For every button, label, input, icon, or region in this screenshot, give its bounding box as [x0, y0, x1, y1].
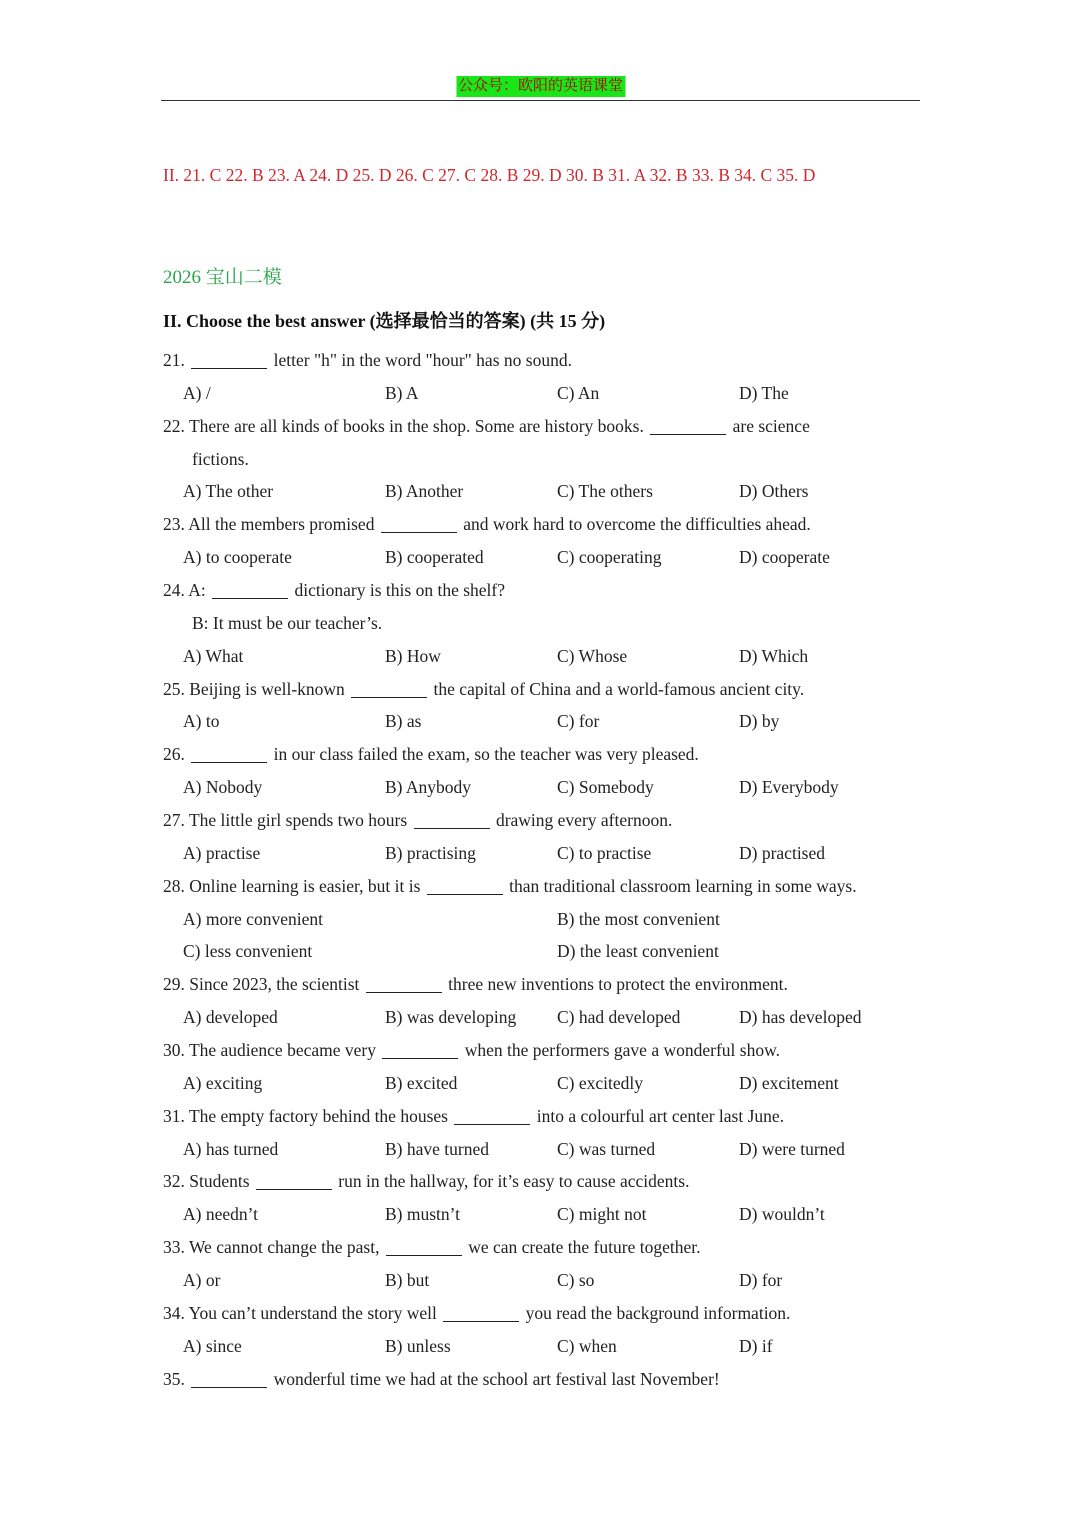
- header-rule: [161, 100, 920, 101]
- question-text: The empty factory behind the houses: [188, 1105, 448, 1126]
- question-number: 35.: [163, 1368, 185, 1389]
- question-text: into a colourful art center last June.: [536, 1105, 785, 1126]
- question-number: 22.: [163, 415, 185, 436]
- answer-option[interactable]: D) wouldn’t: [739, 1204, 825, 1225]
- part-heading: II. Choose the best answer (选择最恰当的答案) (共 15 分): [163, 311, 606, 331]
- answer-option[interactable]: A) since: [183, 1335, 242, 1356]
- question-number: 23.: [163, 514, 185, 535]
- answer-option[interactable]: C) had developed: [557, 1007, 681, 1028]
- question-text: run in the hallway, for it’s easy to cause accidents.: [338, 1171, 690, 1192]
- question-stem: [163, 673, 923, 706]
- answer-option[interactable]: D) The: [739, 382, 789, 403]
- question-stem: [163, 1034, 923, 1067]
- answer-option[interactable]: C) The others: [557, 481, 653, 502]
- answer-blank: [386, 1237, 462, 1256]
- question-text: Students: [189, 1171, 250, 1192]
- answer-blank: [191, 350, 267, 369]
- answer-option[interactable]: D) excitement: [739, 1072, 839, 1093]
- answer-option[interactable]: A) or: [183, 1270, 221, 1291]
- answer-blank: [191, 744, 267, 763]
- option-row: [163, 771, 923, 804]
- option-row: [163, 541, 923, 574]
- option-row: [163, 1330, 923, 1363]
- answer-option[interactable]: B) the most convenient: [557, 908, 720, 929]
- question-text: the capital of China and a world-famous ancient city.: [433, 678, 805, 699]
- question-stem: [163, 574, 923, 607]
- answer-option[interactable]: C) for: [557, 711, 600, 732]
- question-text: There are all kinds of books in the shop. Some are history books.: [188, 415, 644, 436]
- answer-blank: [366, 974, 442, 993]
- answer-option[interactable]: A) The other: [183, 481, 274, 502]
- question-number: 25.: [163, 678, 185, 699]
- answer-option[interactable]: D) the least convenient: [557, 941, 719, 962]
- answer-option[interactable]: D) Everybody: [739, 777, 839, 798]
- question-text: We cannot change the past,: [188, 1237, 380, 1258]
- answer-option[interactable]: C) was turned: [557, 1138, 656, 1159]
- answer-option[interactable]: A) exciting: [183, 1072, 263, 1093]
- answer-option[interactable]: D) cooperate: [739, 547, 830, 568]
- question-text: The little girl spends two hours: [188, 810, 408, 831]
- question-text: three new inventions to protect the environment.: [448, 974, 788, 995]
- question-text: You can’t understand the story well: [188, 1302, 437, 1323]
- question-stem: [163, 1100, 923, 1133]
- page-header: [161, 76, 920, 102]
- answer-option[interactable]: B) cooperated: [385, 547, 484, 568]
- answer-option[interactable]: C) might not: [557, 1204, 647, 1225]
- question-number: 28.: [163, 875, 185, 896]
- question-stem: [163, 738, 923, 771]
- answer-option[interactable]: A) developed: [183, 1007, 278, 1028]
- question-text: The audience became very: [188, 1040, 376, 1061]
- answer-option[interactable]: C) An: [557, 382, 600, 403]
- answer-option[interactable]: A) has turned: [183, 1138, 279, 1159]
- answer-key: II. 21. C 22. B 23. A 24. D 25. D 26. C 27. C 28. B 29. D 30. B 31. A 32. B 33. B 34. C 35. D: [163, 165, 816, 185]
- option-row: [163, 1198, 923, 1231]
- question-text: we can create the future together.: [468, 1237, 701, 1258]
- answer-option[interactable]: B) was developing: [385, 1007, 517, 1028]
- option-row: [163, 935, 923, 968]
- answer-blank: [212, 580, 288, 599]
- answer-blank: [382, 1040, 458, 1059]
- question-stem: [163, 968, 923, 1001]
- option-row: [163, 377, 923, 410]
- question-stem: [163, 1165, 923, 1198]
- answer-blank: [191, 1369, 267, 1388]
- option-row: [163, 705, 923, 738]
- answer-option[interactable]: A) What: [183, 645, 244, 666]
- answer-option[interactable]: A) /: [183, 382, 211, 403]
- answer-option[interactable]: D) by: [739, 711, 780, 732]
- answer-blank: [381, 514, 457, 533]
- answer-option[interactable]: C) when: [557, 1335, 617, 1356]
- question-text: letter "h" in the word "hour" has no sound.: [273, 350, 572, 370]
- question-stem: [163, 1297, 923, 1330]
- question-number: 24.: [163, 580, 185, 601]
- answer-option[interactable]: B) Another: [385, 481, 464, 502]
- option-row: [163, 640, 923, 673]
- question-number: 26.: [163, 744, 185, 765]
- question-stem: [163, 804, 923, 837]
- option-row: [163, 903, 923, 936]
- answer-option[interactable]: B) but: [385, 1270, 430, 1291]
- question-stem: [163, 1363, 923, 1396]
- question-text: and work hard to overcome the difficulties ahead.: [463, 514, 811, 535]
- answer-option[interactable]: C) to practise: [557, 842, 652, 863]
- question-text: dictionary is this on the shelf?: [294, 580, 505, 601]
- answer-option[interactable]: D) for: [739, 1270, 783, 1291]
- question-continuation: B: It must be our teacher’s.: [192, 612, 383, 633]
- answer-option[interactable]: C) cooperating: [557, 547, 662, 568]
- question-number: 30.: [163, 1040, 185, 1061]
- answer-option[interactable]: A) needn’t: [183, 1204, 258, 1225]
- section-title: 2026 宝山二模: [163, 267, 282, 288]
- question-text: drawing every afternoon.: [495, 810, 673, 831]
- option-row: [163, 1067, 923, 1100]
- question-number: 32.: [163, 1171, 185, 1192]
- question-text: Since 2023, the scientist: [189, 974, 360, 995]
- question-number: 27.: [163, 810, 185, 831]
- question-number: 33.: [163, 1237, 185, 1258]
- header-tag: 公众号：欧阳的英语课堂: [456, 76, 625, 97]
- question-text: when the performers gave a wonderful show.: [464, 1040, 780, 1061]
- answer-option[interactable]: B) A: [385, 382, 419, 403]
- answer-option[interactable]: C) less convenient: [183, 941, 313, 962]
- answer-option[interactable]: B) How: [385, 645, 441, 666]
- question-continuation: fictions.: [192, 448, 249, 469]
- answer-blank: [351, 679, 427, 698]
- question-text: in our class failed the exam, so the teacher was very pleased.: [273, 744, 699, 765]
- option-row: [163, 475, 923, 508]
- answer-option[interactable]: D) Which: [739, 645, 809, 666]
- question-text: All the members promised: [188, 514, 375, 535]
- answer-option[interactable]: D) if: [739, 1335, 773, 1356]
- question-text: Beijing is well-known: [189, 678, 345, 699]
- question-text: are science: [732, 415, 810, 436]
- answer-blank: [414, 810, 490, 829]
- option-row: [163, 1133, 923, 1166]
- answer-option[interactable]: C) excitedly: [557, 1072, 644, 1093]
- answer-option[interactable]: A) to cooperate: [183, 547, 292, 568]
- answer-option[interactable]: A) practise: [183, 842, 261, 863]
- answer-blank: [454, 1106, 530, 1125]
- question-text: you read the background information.: [525, 1302, 791, 1323]
- question-stem: [163, 870, 923, 903]
- question-number: 31.: [163, 1105, 185, 1126]
- question-number: 34.: [163, 1302, 185, 1323]
- answer-option[interactable]: D) has developed: [739, 1007, 862, 1028]
- answer-option[interactable]: C) Somebody: [557, 777, 654, 798]
- question-text: wonderful time we had at the school art festival last November!: [273, 1368, 720, 1389]
- answer-blank: [443, 1303, 519, 1322]
- answer-blank: [650, 416, 726, 435]
- answer-option[interactable]: B) practising: [385, 842, 476, 863]
- question-number: 21.: [163, 350, 185, 370]
- answer-option[interactable]: D) Others: [739, 481, 809, 502]
- question-list: [163, 344, 923, 1396]
- answer-option[interactable]: B) mustn’t: [385, 1204, 461, 1225]
- answer-option[interactable]: B) excited: [385, 1072, 458, 1093]
- answer-blank: [256, 1171, 332, 1190]
- answer-option[interactable]: C) so: [557, 1270, 595, 1291]
- answer-option[interactable]: B) have turned: [385, 1138, 489, 1159]
- option-row: [163, 837, 923, 870]
- question-stem: [163, 410, 923, 443]
- answer-blank: [427, 876, 503, 895]
- option-row: [163, 1001, 923, 1034]
- question-stem: [163, 508, 923, 541]
- option-row: [163, 1264, 923, 1297]
- answer-option[interactable]: B) as: [385, 711, 422, 732]
- answer-option[interactable]: A) Nobody: [183, 777, 263, 798]
- answer-option[interactable]: A) more convenient: [183, 908, 323, 929]
- question-number: 29.: [163, 974, 185, 995]
- question-stem: [163, 1231, 923, 1264]
- answer-option[interactable]: A) to: [183, 711, 220, 732]
- question-text: Online learning is easier, but it is: [189, 875, 421, 896]
- answer-option[interactable]: D) were turned: [739, 1138, 845, 1159]
- answer-option[interactable]: B) Anybody: [385, 777, 472, 798]
- answer-option[interactable]: C) Whose: [557, 645, 628, 666]
- question-text: than traditional classroom learning in some ways.: [509, 875, 857, 896]
- answer-option[interactable]: B) unless: [385, 1335, 451, 1356]
- question-stem: [163, 344, 923, 377]
- answer-option[interactable]: D) practised: [739, 842, 826, 863]
- question-text: A:: [188, 580, 206, 601]
